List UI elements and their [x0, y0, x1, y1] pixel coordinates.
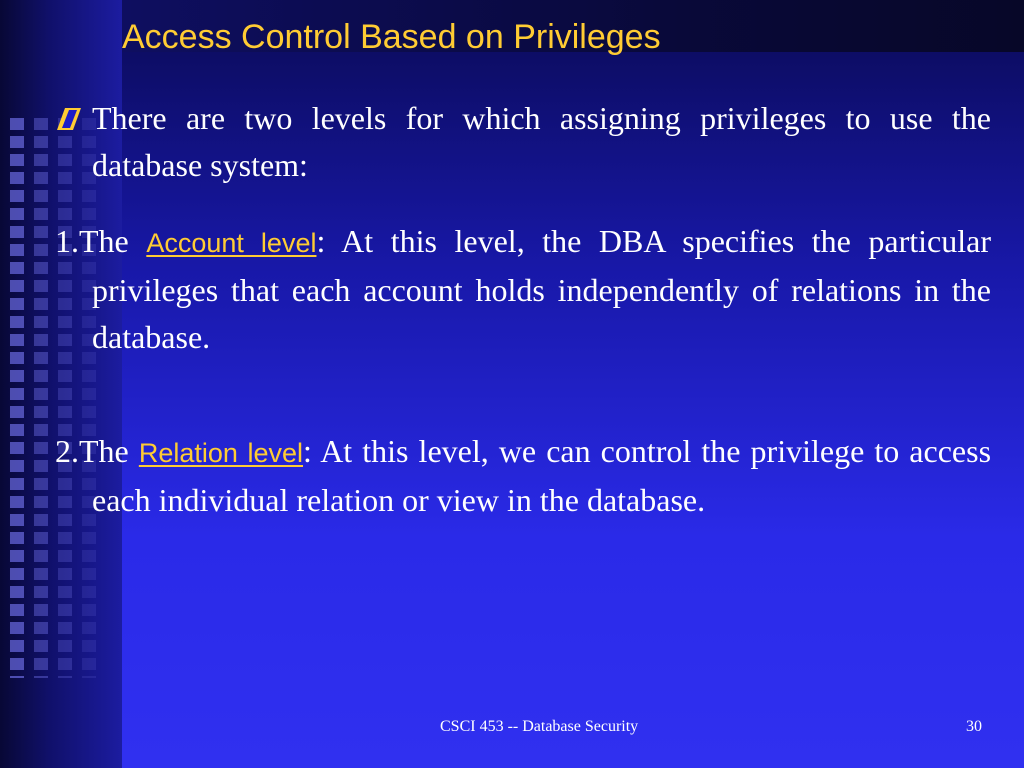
decorative-squares-column — [58, 118, 72, 678]
numbered-item-1 — [55, 218, 991, 361]
intro-text: There are two levels for which assigning privileges to use the database system: — [92, 100, 991, 183]
slash-bullet-icon — [55, 106, 85, 132]
item-number: 2.The — [55, 433, 139, 469]
item-description: : At this level, we can control the privilege to access each individual relation or view in the database. — [92, 433, 992, 518]
numbered-item-2 — [55, 428, 991, 524]
item-description: : At this level, the DBA specifies the particular privileges that each account holds independently of relations in the database. — [92, 223, 992, 355]
account-level-term: Account level — [146, 228, 317, 258]
page-number: 30 — [966, 718, 982, 735]
item-number: 1.The — [55, 223, 147, 259]
decorative-squares-column — [82, 118, 96, 678]
decorative-squares-column — [34, 118, 48, 678]
slide-title: Access Control Based on Privileges — [122, 18, 661, 56]
decorative-squares-column — [10, 118, 24, 678]
intro-bullet — [55, 95, 991, 189]
relation-level-term: Relation level — [138, 438, 303, 468]
footer-course-label: CSCI 453 -- Database Security — [440, 718, 639, 735]
